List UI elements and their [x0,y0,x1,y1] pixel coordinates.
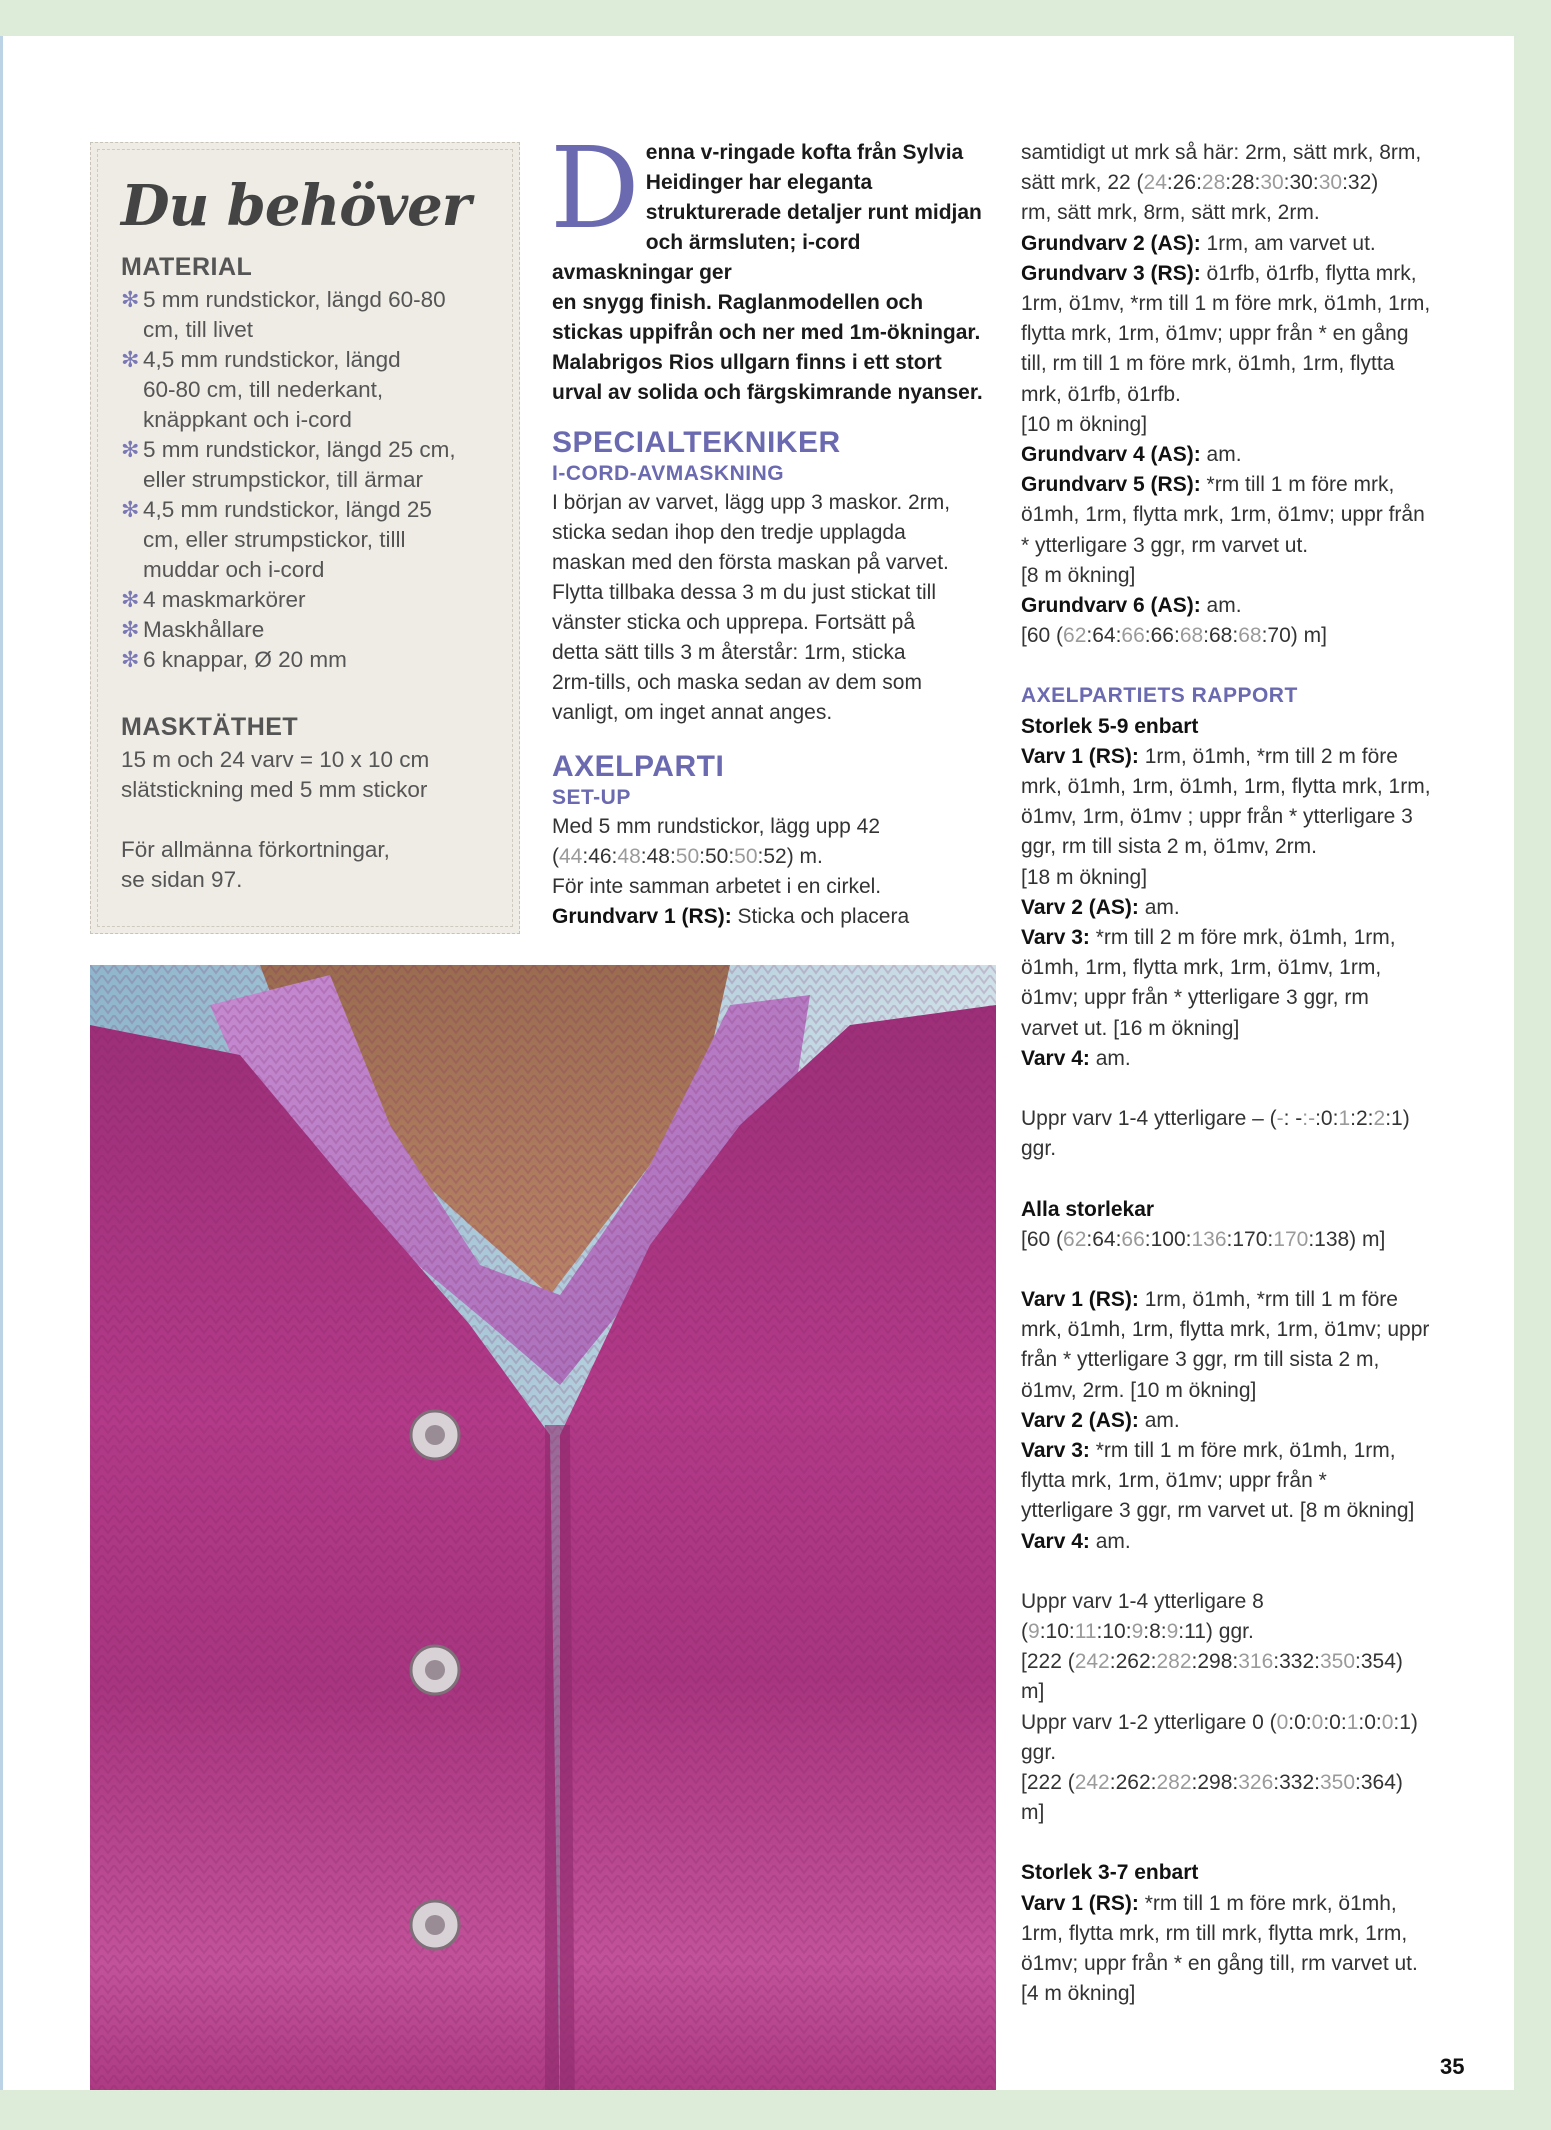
instruction-line: Varv 4: am. [1021,1046,1131,1070]
sweater-photo [90,965,996,2130]
icord-paragraph: I början av varvet, lägg upp 3 maskor. 2rm, sticka sedan ihop den tredje upplagda maskan med den första maskan på varvet. Flytta tillbaka dessa 3 m du just stickat till vänster sticka och upprepa. Fortsätt på detta sätt tills 3 m återstår: 1rm, sticka 2rm-tills, och maska sedan av dem som vanligt, om inget annat anges. [552,491,951,724]
instruction-line: [60 (62:64:66:100:136:170:170:138) m] [1021,1227,1386,1251]
instruction-line: Grundvarv 5 (RS): *rm till 1 m före mrk, [1021,473,1395,497]
page-edge [0,36,3,2090]
list-item: ✻ 4,5 mm rundstickor, längd 25 cm, eller strumpstickor, tilll muddar och i-cord [121,497,432,582]
list-item: ✻ 5 mm rundstickor, längd 25 cm, eller strumpstickor, till ärmar [121,437,456,492]
instruction-line: Varv 3: *rm till 1 m före mrk, ö1mh, 1rm, [1021,1438,1396,1462]
instruction-line: [18 m ökning] [1021,865,1148,889]
list-item: ✻ 4 maskmarkörer [121,585,491,615]
instruction-line: Varv 2 (AS): am. [1021,1408,1180,1432]
instruction-line: ö1mh, 1rm, flytta mrk, 1rm, ö1mv; uppr från [1021,503,1425,527]
intro-column [550,124,990,932]
instruction-line: mrk, ö1rfb, ö1rfb. [1021,382,1181,406]
section-title-rapport: AXELPARTIETS RAPPORT [1021,684,1298,708]
instruction-line: Uppr varv 1-4 ytterligare – (-: -:-:0:1:2:2:1) [1021,1107,1410,1131]
asterisk-icon: ✻ [121,437,140,462]
subsection-title-setup: SET-UP [552,786,631,809]
instruction-line: ö1mv; uppr från * ytterligare 3 ggr, rm [1021,986,1369,1010]
instruction-line: ö1mv; uppr från * en gång till, rm varvet ut. [1021,1951,1418,1975]
instruction-line: [10 m ökning] [1021,412,1148,436]
instruction-line: (9:10:11:10:9:8:9:11) ggr. [1021,1619,1254,1643]
instruction-line: m] [1021,1680,1045,1704]
instruction-line: Varv 1 (RS): 1rm, ö1mh, *rm till 2 m före [1021,744,1398,768]
gauge-heading: MASKTÄTHET [121,713,299,741]
instruction-line: * ytterligare 3 ggr, rm varvet ut. [1021,533,1309,557]
instruction-line: ö1mv, 2rm. [10 m ökning] [1021,1378,1257,1402]
asterisk-icon: ✻ [121,287,140,312]
size-heading: Storlek 5-9 enbart [1021,714,1199,738]
materials-sidebar [90,142,520,934]
instruction-line: [222 (242:262:282:298:316:332:350:354) [1021,1650,1403,1674]
instruction-line: [222 (242:262:282:298:326:332:350:364) [1021,1770,1403,1794]
subsection-title-icord: I-CORD-AVMASKNING [552,462,785,485]
instruction-line: Uppr varv 1-4 ytterligare 8 [1021,1589,1264,1613]
asterisk-icon: ✻ [121,617,140,642]
size-heading: Storlek 3-7 enbart [1021,1861,1199,1885]
material-heading: MATERIAL [121,253,253,281]
instruction-line: sätt mrk, 22 (24:26:28:28:30:30:30:32) [1021,171,1379,195]
section-title-axelparti: AXELPARTI [552,750,725,783]
setup-paragraph: Med 5 mm rundstickor, lägg upp 42 (44:46:48:48:50:50:50:52) m. För inte samman arbetet i en cirkel. Grundvarv 1 (RS): Sticka och placera [552,815,910,928]
instruction-line: Grundvarv 6 (AS): am. [1021,594,1242,618]
instruction-line: ggr. [1021,1137,1057,1161]
page-number: 35 [1440,2054,1465,2079]
instruction-line: [60 (62:64:66:66:68:68:68:70) m] [1021,624,1327,648]
instruction-line: ggr, rm till sista 2 m, ö1mv, 2rm. [1021,835,1317,859]
instruction-line: ö1mv, 1rm, ö1mv ; uppr från * ytterligare 3 [1021,805,1413,829]
instruction-line: ggr. [1021,1740,1057,1764]
section-title-specialtekniker: SPECIALTEKNIKER [552,426,841,459]
list-item: ✻ 5 mm rundstickor, längd 60-80 cm, till livet [121,287,446,342]
asterisk-icon: ✻ [121,647,140,672]
bottom-band [0,2090,1551,2130]
instruction-line: 1rm, ö1mv, *rm till 1 m före mrk, ö1mh, 1rm, [1021,292,1431,316]
instruction-line: Varv 1 (RS): *rm till 1 m före mrk, ö1mh, [1021,1891,1397,1915]
instruction-line: ytterligare 3 ggr, rm varvet ut. [8 m ökning] [1021,1499,1415,1523]
instruction-line: Uppr varv 1-2 ytterligare 0 (0:0:0:0:1:0:0:1) [1021,1710,1418,1734]
instruction-line: varvet ut. [16 m ökning] [1021,1016,1240,1040]
asterisk-icon: ✻ [121,347,140,372]
instruction-line: Varv 2 (AS): am. [1021,895,1180,919]
instruction-line: Grundvarv 4 (AS): am. [1021,443,1242,467]
instruction-line: Varv 3: *rm till 2 m före mrk, ö1mh, 1rm, [1021,926,1396,950]
list-item: ✻ Maskhållare [121,615,491,645]
sidebar-title: Du behöver [121,173,471,239]
materials-list [121,285,491,675]
size-heading: Alla storlekar [1021,1197,1155,1221]
list-item: ✻ 4,5 mm rundstickor, längd 60-80 cm, till nederkant, knäppkant och i-cord [121,347,401,432]
asterisk-icon: ✻ [121,587,140,612]
instruction-line: Grundvarv 3 (RS): ö1rfb, ö1rfb, flytta mrk, [1021,261,1417,285]
gauge-text: 15 m och 24 varv = 10 x 10 cm slätstickning med 5 mm stickor [121,747,430,802]
dropcap: D [550,124,640,254]
instruction-line: till, rm till 1 m före mrk, ö1mh, 1rm, flytta [1021,352,1395,376]
list-item: ✻ 6 knappar, Ø 20 mm [121,645,491,675]
instruction-line: mrk, ö1mh, 1rm, ö1mh, 1rm, flytta mrk, 1rm, [1021,775,1431,799]
asterisk-icon: ✻ [121,497,140,522]
instruction-line: [8 m ökning] [1021,563,1136,587]
instruction-line: rm, sätt mrk, 8rm, sätt mrk, 2rm. [1021,201,1320,225]
instruction-line: m] [1021,1801,1045,1825]
instruction-line: flytta mrk, 1rm, ö1mv; uppr från * [1021,1469,1327,1493]
instruction-line: från * ytterligare 3 ggr, rm till sista 2 m, [1021,1348,1380,1372]
instruction-line: Grundvarv 2 (AS): 1rm, am varvet ut. [1021,231,1376,255]
instruction-line: mrk, ö1mh, 1rm, flytta mrk, 1rm, ö1mv; uppr [1021,1318,1430,1342]
instruction-line: [4 m ökning] [1021,1982,1136,2006]
instruction-line: 1rm, flytta mrk, rm till mrk, flytta mrk, 1rm, [1021,1921,1408,1945]
instruction-line: Varv 4: am. [1021,1529,1131,1553]
instructions-column [1021,138,1471,2009]
abbreviations-note: För allmänna förkortningar, se sidan 97. [121,837,390,892]
instruction-line: Varv 1 (RS): 1rm, ö1mh, *rm till 1 m före [1021,1287,1398,1311]
instruction-line: samtidigt ut mrk så här: 2rm, sätt mrk, 8rm, [1021,141,1422,164]
instruction-line: ö1mh, 1rm, flytta mrk, 1rm, ö1mv, 1rm, [1021,956,1382,980]
intro-paragraph: enna v-ringade kofta från Sylvia Heidinger har eleganta strukturerade detaljer runt midjan och ärmsluten; i-cord avmaskningar ger en snygg finish. Raglanmodellen och stickas uppifrån och ner med 1m-ökningar. Malabrigos Rios ullgarn finns i ett stort urval av solida och färgskimrande nyanser. [552,141,983,404]
instruction-line: flytta mrk, 1rm, ö1mv; uppr från * en gång [1021,322,1409,346]
